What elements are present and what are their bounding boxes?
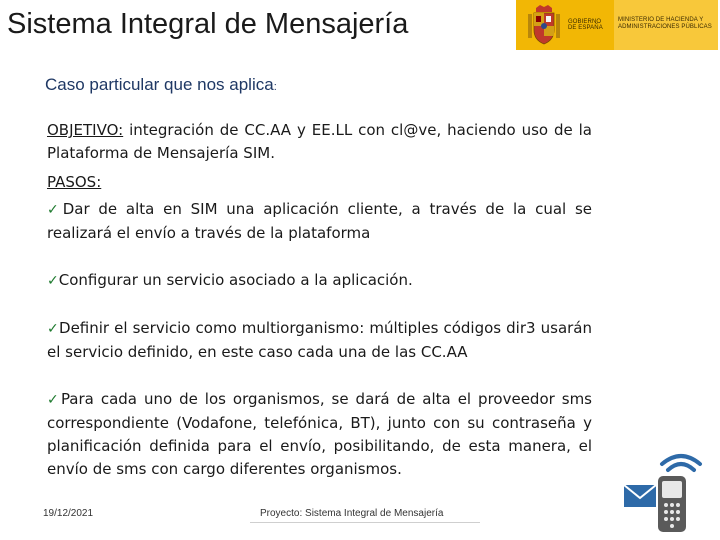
objective-paragraph bbox=[47, 119, 592, 165]
section-subtitle bbox=[45, 75, 277, 95]
logo-government-text: GOBIERNO DE ESPAÑA bbox=[568, 18, 603, 31]
footer-date: 19/12/2021 bbox=[43, 508, 94, 519]
mobile-phone-icon bbox=[658, 476, 686, 532]
logo-right-panel bbox=[614, 0, 718, 50]
step-item bbox=[47, 317, 592, 364]
step-item bbox=[47, 388, 592, 481]
checkmark-icon: ✓ bbox=[47, 273, 59, 289]
step-item bbox=[47, 198, 592, 245]
spain-coat-of-arms-icon bbox=[526, 4, 562, 46]
logo-ministry-text: MINISTERIO DE HACIENDA Y ADMINISTRACIONES PÚBLICAS bbox=[618, 17, 712, 30]
footer-divider bbox=[250, 522, 480, 523]
steps-heading: PASOS: bbox=[47, 173, 102, 191]
objective-label: OBJETIVO: bbox=[47, 121, 124, 139]
subtitle-text: Caso particular que nos aplica bbox=[45, 75, 274, 94]
government-logo bbox=[516, 0, 718, 50]
footer-project: Proyecto: Sistema Integral de Mensajería bbox=[260, 508, 444, 519]
envelope-icon bbox=[624, 485, 656, 507]
subtitle-colon: : bbox=[273, 81, 277, 93]
step-text: Configurar un servicio asociado a la aplicación. bbox=[58, 271, 413, 289]
step-item bbox=[47, 269, 592, 293]
checkmark-icon: ✓ bbox=[47, 392, 61, 408]
wireless-signal-icon bbox=[662, 456, 700, 470]
content-body bbox=[47, 119, 592, 505]
objective-text: integración de CC.AA y EE.LL con cl@ve, haciendo uso de la Plataforma de Mensajería SIM. bbox=[47, 121, 592, 162]
page-title: Sistema Integral de Mensajería bbox=[7, 8, 409, 40]
checkmark-icon: ✓ bbox=[47, 202, 63, 218]
step-text: Dar de alta en SIM una aplicación cliente, a través de la cual se realizará el envío a través de la plataforma bbox=[47, 200, 592, 242]
checkmark-icon: ✓ bbox=[47, 321, 60, 337]
messaging-illustration bbox=[620, 450, 716, 536]
step-text: Para cada uno de los organismos, se dará de alta el proveedor sms correspondiente (Vodafone, telefónica, BT), junto con su contraseña y planificación definida para el envío, posibilitando, de esta manera, el envío de sms con cargo diferentes organismos. bbox=[47, 390, 592, 478]
step-text: Definir el servicio como multiorganismo: múltiples códigos dir3 usarán el servicio definido, en este caso cada una de las CC.AA bbox=[47, 319, 592, 361]
logo-left-panel bbox=[516, 0, 614, 50]
